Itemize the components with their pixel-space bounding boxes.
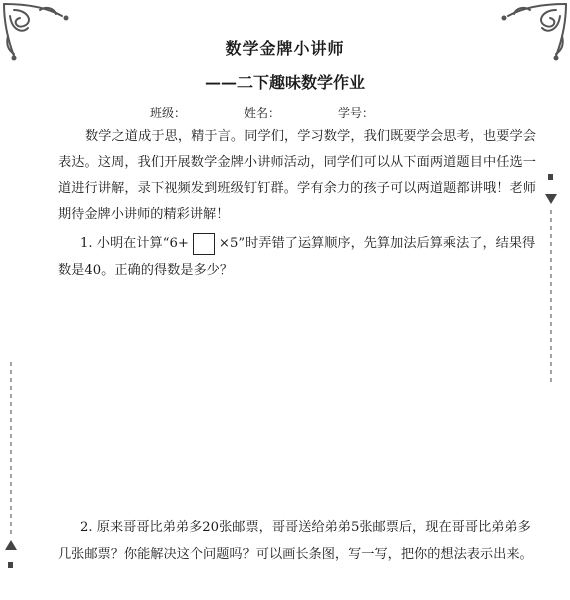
name-label: 姓名： bbox=[244, 106, 281, 120]
answer-blank-box bbox=[193, 233, 215, 255]
question-2-number: 2. bbox=[80, 520, 93, 535]
question-1-text-after: ×5”时弄错了运算顺序，先算加法后算乘法了，结果得数是40。正确的得数是多少？ bbox=[58, 236, 536, 278]
question-1 bbox=[58, 230, 536, 284]
question-2-text: 原来哥哥比弟弟多20张邮票，哥哥送给弟弟5张邮票后，现在哥哥比弟弟多几张邮票？你能解决这个问题吗？可以画长条图，写一写，把你的想法表示出来。 bbox=[58, 520, 533, 562]
question-2 bbox=[58, 514, 536, 568]
margin-marker-right-icon bbox=[543, 174, 559, 386]
question-1-number: 1. bbox=[80, 236, 93, 251]
question-1-text-before: 小明在计算“6+ bbox=[96, 236, 189, 251]
page-subtitle: ——二下趣味数学作业 bbox=[204, 73, 365, 92]
page-title: 数学金牌小讲师 bbox=[225, 39, 345, 58]
intro-paragraph: 数学之道成于思，精于言。同学们，学习数学，我们既要学会思考，也要学会表达。这周，我们开展数学金牌小讲师活动，同学们可以从下面两道题目中任选一道进行讲解，录下视频发到班级钉钉群。学有余力的孩子可以两道题都讲哦！老师期待金牌小讲师的精彩讲解！ bbox=[58, 129, 536, 222]
class-label: 班级： bbox=[150, 106, 187, 120]
student-info-fields bbox=[150, 104, 450, 121]
margin-marker-left-icon bbox=[2, 362, 18, 572]
student-number-label: 学号： bbox=[338, 106, 375, 120]
